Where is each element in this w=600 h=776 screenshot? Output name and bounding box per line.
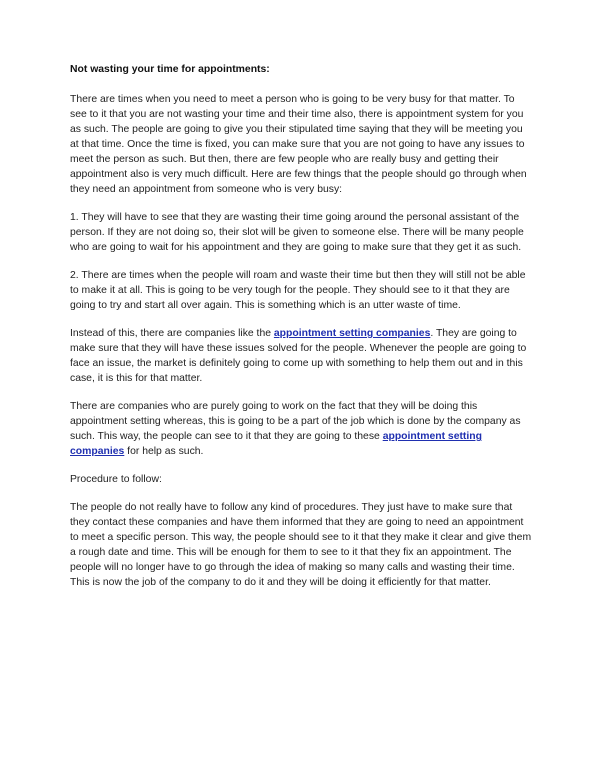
paragraph-point-2: 2. There are times when the people will roam and waste their time but then they will still not be able to make it at all. This is going to be very tough for the people. They should see to it that they are going to try and start all over again. This is something which is an utter waste of time. [70, 270, 526, 311]
procedure-heading: Procedure to follow: [70, 474, 162, 485]
paragraph-companies-2 [70, 399, 532, 459]
appointment-setting-companies-link[interactable]: appointment setting companies [273, 328, 431, 339]
document-page [70, 62, 532, 603]
paragraph-procedure: The people do not really have to follow any kind of procedures. They just have to make sure that they contact these companies and have them informed that they are going to need an appointment to meet a specific person. This way, the people should see to it that they make it clear and give them a rough date and time. This will be enough for them to see to it that they fix an appointment. The people will no longer have to go through the idea of making so many calls and wasting their time. This is now the job of the company to do it and they will be doing it efficiently for that matter. [70, 502, 532, 588]
paragraph-text: . They are going to make sure that they will have these issues solved for the people. Whenever the people are going to face an issue, the market is definitely going to come up with something to help them out and in this case, it is this for that matter. [70, 328, 527, 384]
paragraph-intro: There are times when you need to meet a person who is going to be very busy for that matter. To see to it that you are not wasting your time and their time also, there is appointment system for you as such. The people are going to give you their stipulated time saying that they will be meeting you at that time. Once the time is fixed, you can make sure that you are not going to have any issues to meet the person as such. But then, there are few people who are really busy and getting their appointment also is very much difficult. Here are few things that the people should go through when they need an appointment from someone who is very busy: [70, 94, 527, 195]
paragraph-text: for help as such. [124, 446, 204, 457]
paragraph-point-1: 1. They will have to see that they are wasting their time going around the personal assistant of the person. If they are not doing so, their slot will be given to someone else. There will be many people who are going to wait for his appointment and they are going to make sure that they get it as such. [70, 212, 524, 253]
document-heading: Not wasting your time for appointments: [70, 64, 270, 75]
appointment-setting-companies-link-2[interactable]: appointment setting companies [70, 431, 482, 457]
paragraph-text: There are companies who are purely going to work on the fact that they will be doing this appointment setting whereas, this is going to be a part of the job which is done by the company as such. This way, the people can see to it that they are going to these [70, 401, 521, 442]
paragraph-companies-1 [70, 326, 532, 386]
paragraph-text: Instead of this, there are companies like the [70, 328, 274, 339]
